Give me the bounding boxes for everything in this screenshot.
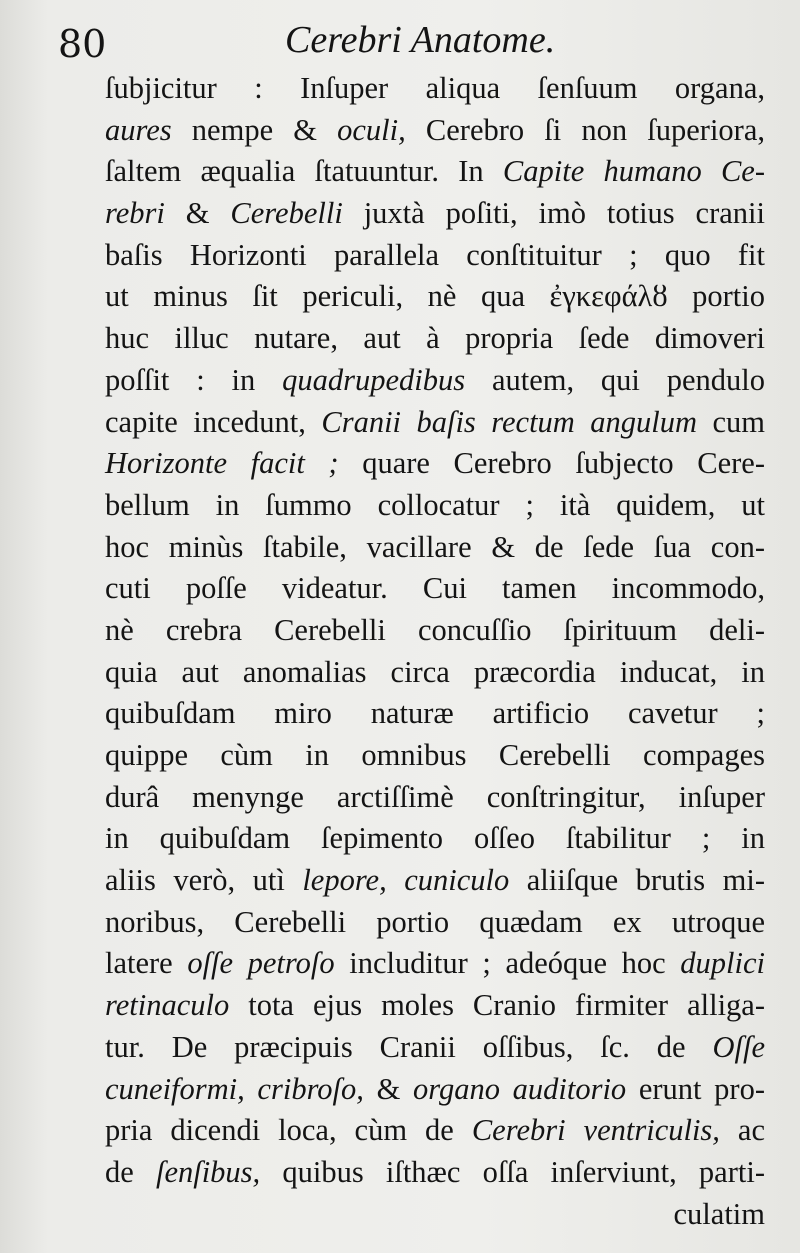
body-text <box>105 68 765 1235</box>
text-segment: ſubjicitur : Inſuper aliqua ſenſuum organa, <box>105 71 765 105</box>
text-segment: aliiſque brutis mi- <box>509 863 765 898</box>
text-line <box>105 818 765 860</box>
text-line <box>105 610 765 652</box>
italic-text: Oſſe <box>712 1029 765 1064</box>
text-line <box>105 1110 765 1152</box>
italic-text: ſenſibus, <box>155 1154 261 1189</box>
italic-text: Horizonte facit ; <box>105 446 339 481</box>
text-segment: culatim <box>673 1196 765 1231</box>
text-line <box>105 902 765 944</box>
text-segment: ſaltem æqualia ſtatuuntur. In <box>105 154 503 189</box>
text-segment: pria dicendi loca, cùm de <box>105 1113 472 1148</box>
italic-text: quadrupedibus <box>282 362 466 397</box>
italic-text: oculi, <box>337 112 406 147</box>
text-segment: in quibuſdam ſepimento oſſeo ſtabilitur ; in <box>105 821 765 856</box>
text-segment: tota ejus moles Cranio firmiter alliga- <box>229 988 765 1023</box>
italic-text: retinaculo <box>105 988 230 1023</box>
text-segment: & <box>363 1071 413 1106</box>
text-line <box>105 943 765 985</box>
text-segment: nè crebra Cerebelli concuſſio ſpirituum deli- <box>105 612 765 647</box>
text-segment: quia aut anomalias circa præcordia inducat, in <box>105 654 765 689</box>
text-line <box>105 568 765 610</box>
text-segment: ut minus ſit periculi, nè qua ἐγκεφάλȣ portio <box>105 279 765 314</box>
text-segment: aliis verò, utì <box>105 863 303 898</box>
text-line <box>105 402 765 444</box>
text-segment: nempe & <box>171 112 338 147</box>
text-line <box>105 1069 765 1111</box>
italic-text: Capite humano Ce- <box>502 154 765 189</box>
text-segment: tur. De præcipuis Cranii oſſibus, ſc. de <box>105 1029 713 1064</box>
text-segment: poſſit : in <box>105 362 283 397</box>
italic-text: Cranii baſis rectum angulum <box>321 404 698 439</box>
text-segment: cuti poſſe videatur. Cui tamen incommodo, <box>105 571 765 606</box>
text-line <box>105 443 765 485</box>
text-segment: autem, qui pendulo <box>465 362 765 397</box>
italic-text: Cerebri ventriculis, <box>471 1113 720 1148</box>
italic-text: organo auditorio <box>412 1071 627 1106</box>
text-segment: Cerebro ſi non ſuperiora, <box>405 112 766 147</box>
text-line <box>105 68 765 110</box>
text-segment: capite incedunt, <box>105 404 322 439</box>
text-segment: durâ menynge arctiſſimè conſtringitur, inſuper <box>105 779 765 814</box>
text-line <box>105 1027 765 1069</box>
text-segment: de <box>105 1154 156 1189</box>
page-number: 80 <box>58 22 107 66</box>
text-line <box>105 110 765 152</box>
italic-text: cuneiformi, cribroſo, <box>105 1071 364 1106</box>
italic-text: aures <box>105 112 172 147</box>
text-segment: hoc minùs ſtabile, vacillare & de ſede ſua con- <box>105 529 765 564</box>
text-segment: quippe cùm in omnibus Cerebelli compages <box>105 738 765 772</box>
text-segment: quibus iſthæc oſſa inſerviunt, parti- <box>260 1154 765 1189</box>
text-line <box>105 360 765 402</box>
text-line <box>105 276 765 318</box>
text-line <box>105 318 765 360</box>
text-line <box>105 151 765 193</box>
text-line <box>105 193 765 235</box>
running-title: Cerebri Anatome. <box>285 19 556 61</box>
text-segment: baſis Horizonti parallela conſtituitur ; quo fit <box>105 237 765 272</box>
text-line <box>105 735 765 777</box>
text-line <box>105 860 765 902</box>
text-segment: includitur ; adeóque hoc <box>334 946 681 981</box>
text-segment: juxtà poſiti, imò totius cranii <box>342 196 765 231</box>
text-line <box>105 485 765 527</box>
italic-text: Cerebelli <box>230 196 343 231</box>
text-segment: cum <box>697 404 765 439</box>
text-line <box>105 985 765 1027</box>
text-segment: quibuſdam miro naturæ artificio cavetur ; <box>105 696 765 731</box>
italic-text: oſſe petroſo <box>187 946 335 981</box>
text-line <box>105 693 765 735</box>
text-segment: erunt pro- <box>626 1071 765 1106</box>
text-segment: & <box>164 196 231 231</box>
italic-text: rebri <box>105 196 165 231</box>
text-line <box>105 777 765 819</box>
italic-text: lepore, cuniculo <box>302 863 510 898</box>
text-segment: bellum in ſummo collocatur ; ità quidem, ut <box>105 487 765 522</box>
text-line <box>105 1194 765 1236</box>
text-segment: quare Cerebro ſubjecto Cere- <box>338 446 765 481</box>
italic-text: duplici <box>680 946 766 981</box>
text-line <box>105 235 765 277</box>
text-segment: latere <box>105 946 188 981</box>
text-line <box>105 527 765 569</box>
text-segment: huc illuc nutare, aut à propria ſede dimoveri <box>105 321 765 356</box>
text-line <box>105 652 765 694</box>
text-line <box>105 1152 765 1194</box>
text-segment: noribus, Cerebelli portio quædam ex utroque <box>105 904 765 939</box>
text-segment: ac <box>719 1113 765 1148</box>
